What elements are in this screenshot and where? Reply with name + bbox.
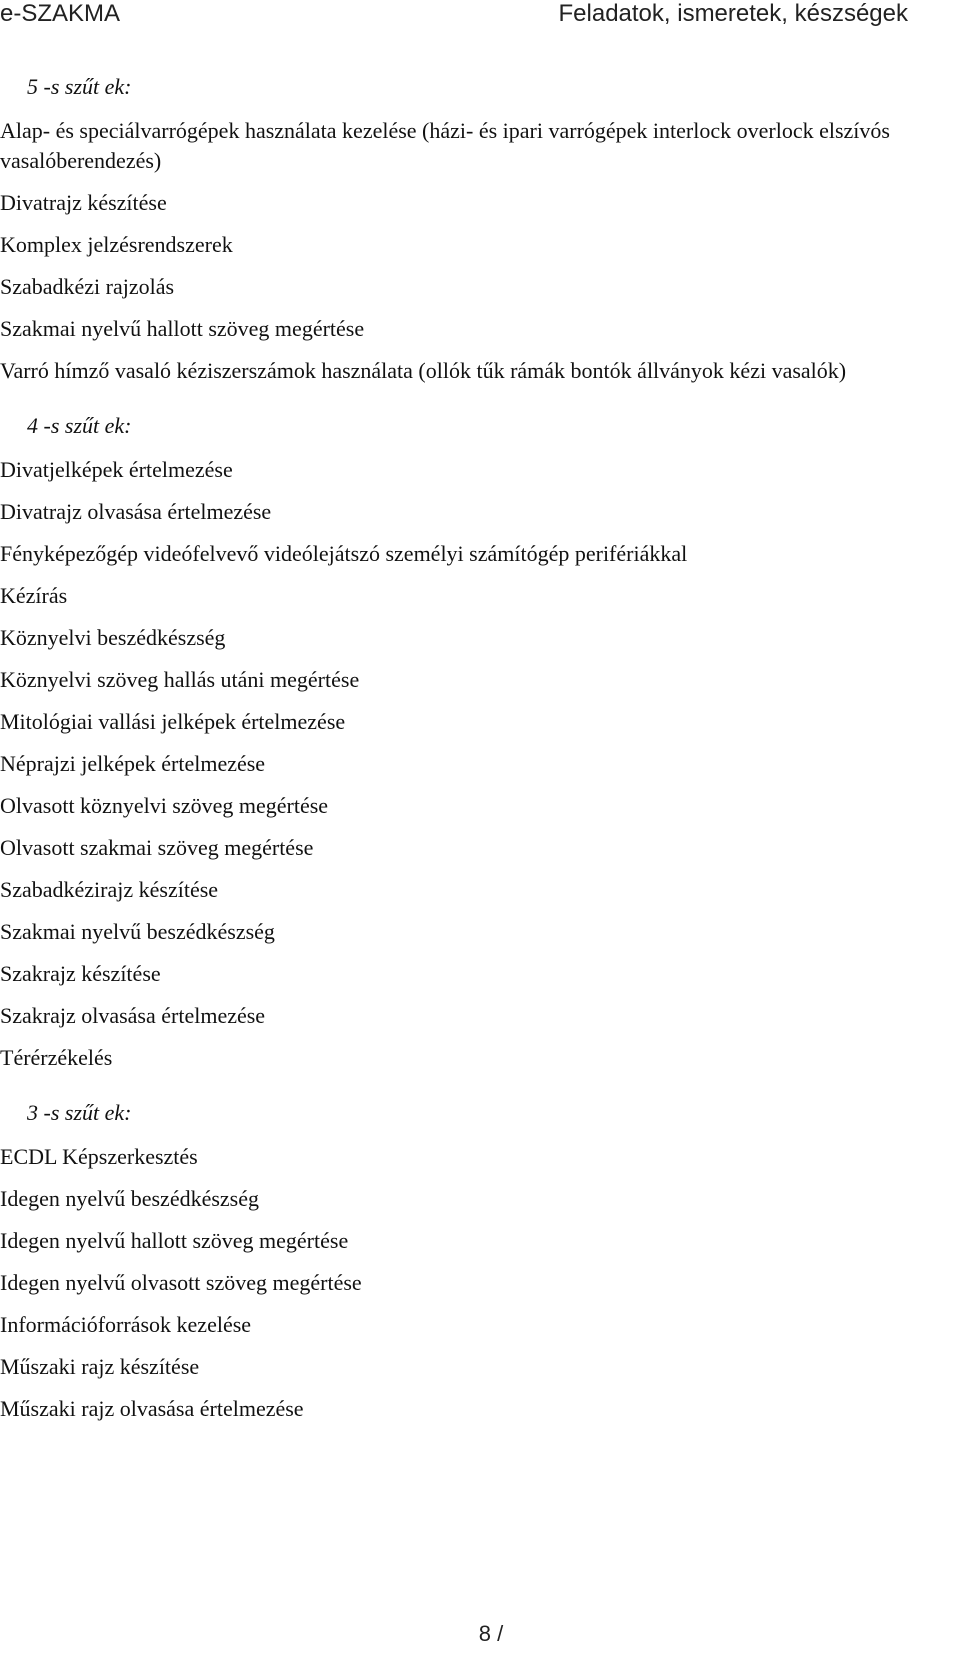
skill-item: Információforrások kezelése [0,1312,252,1337]
skill-item: Mitológiai vallási jelképek értelmezése [0,709,346,734]
skill-item: Divatrajz olvasása értelmezése [0,499,272,524]
skill-item: Szabadkézi rajzolás [0,274,175,299]
skill-item: Műszaki rajz olvasása értelmezése [0,1396,304,1421]
skill-item: Alap- és speciálvarrógépek használata kezelése (házi- és ipari varrógépek interlock overlock elszívós vasalóberendezés) [0,118,890,173]
header-brand: e-SZAKMA [0,0,121,27]
document-body [0,72,948,1424]
skill-item: Szakrajz olvasása értelmezése [0,1003,266,1028]
skill-item: Kézírás [0,583,68,608]
skill-item: Térérzékelés [0,1045,113,1070]
skill-item: Szakrajz készítése [0,961,161,986]
skill-item: ECDL Képszerkesztés [0,1144,198,1169]
skill-item: Varró hímző vasaló kéziszerszámok használata (ollók tűk rámák bontók állványok kézi vasalók) [0,358,847,383]
skill-item: Komplex jelzésrendszerek [0,232,233,257]
skill-item: Olvasott szakmai szöveg megértése [0,835,314,860]
section-heading: 4 -s szűt ek: [27,413,132,438]
skill-item: Szakmai nyelvű hallott szöveg megértése [0,316,365,341]
skill-item: Köznyelvi beszédkészség [0,625,226,650]
skill-item: Idegen nyelvű olvasott szöveg megértése [0,1270,362,1295]
skill-item: Szakmai nyelvű beszédkészség [0,919,275,944]
skill-level-section [0,72,948,386]
skill-item: Néprajzi jelképek értelmezése [0,751,266,776]
skill-level-section [0,1098,948,1424]
skill-level-section [0,411,948,1073]
skill-item: Divatrajz készítése [0,190,167,215]
skill-item: Idegen nyelvű beszédkészség [0,1186,260,1211]
header-title: Feladatok, ismeretek, készségek [558,0,908,27]
skill-item: Idegen nyelvű hallott szöveg megértése [0,1228,349,1253]
skill-item: Olvasott köznyelvi szöveg megértése [0,793,329,818]
skill-item: Divatjelképek értelmezése [0,457,233,482]
skill-item: Szabadkézirajz készítése [0,877,219,902]
skill-item: Műszaki rajz készítése [0,1354,200,1379]
page-number: 8 / [478,1621,504,1646]
skill-item: Fényképezőgép videófelvevő videólejátszó személyi számítógép perifériákkal [0,541,688,566]
section-heading: 3 -s szűt ek: [27,1100,132,1125]
skill-item: Köznyelvi szöveg hallás utáni megértése [0,667,360,692]
section-heading: 5 -s szűt ek: [27,74,132,99]
page-footer [0,1621,960,1647]
